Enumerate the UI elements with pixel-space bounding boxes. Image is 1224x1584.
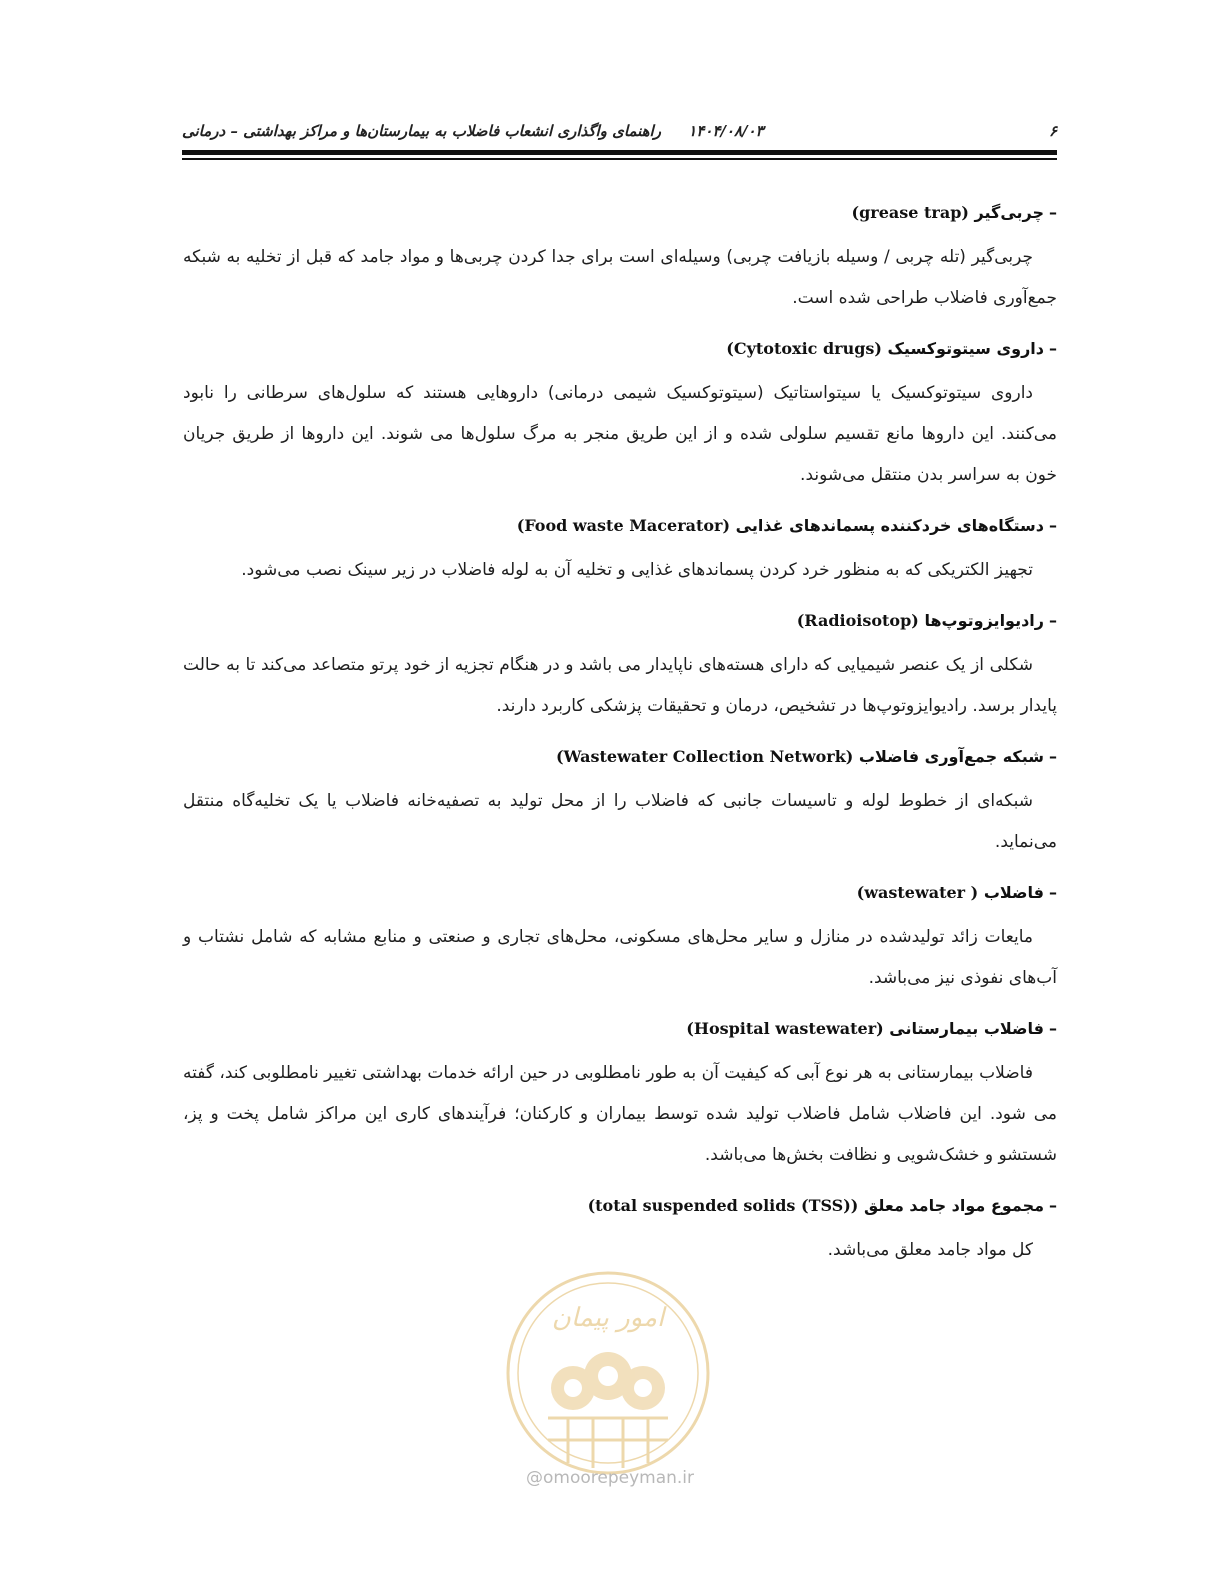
term-english: (wastewater ) — [856, 883, 979, 902]
definition-section — [183, 745, 1057, 863]
term-english: (Food waste Macerator) — [516, 516, 731, 535]
bullet-dash: – — [1049, 339, 1057, 358]
definitions-list — [183, 185, 1057, 1289]
term-english: (Radioisotop) — [796, 611, 919, 630]
bullet-dash: – — [1049, 1019, 1057, 1038]
bullet-dash: – — [1049, 203, 1057, 222]
term-definition: شبکه‌ای از خطوط لوله و تاسیسات جانبی که فاضلاب را از محل تولید به تصفیه‌خانه فاضلاب یا یک تخلیه‌گاه منتقل می‌نماید. — [183, 791, 1057, 852]
term-persian: دستگاه‌های خردکننده پسماندهای غذایی — [735, 516, 1044, 535]
term-persian: مجموع مواد جامد معلق — [863, 1196, 1044, 1215]
page-number: ۶ — [1048, 122, 1057, 140]
definition-section — [183, 609, 1057, 727]
term-persian: فاضلاب — [983, 883, 1044, 902]
header-date: ۱۴۰۴/۰۸/۰۳ — [688, 122, 764, 140]
bullet-dash: – — [1049, 883, 1057, 902]
bullet-dash: – — [1049, 516, 1057, 535]
term-english: (total suspended solids (TSS)) — [587, 1196, 859, 1215]
header-rule-thin — [182, 158, 1057, 160]
header-title: راهنمای واگذاری انشعاب فاضلاب به بیمارستان‌ها و مراکز بهداشتی – درمانی — [182, 122, 661, 140]
definition-section — [183, 514, 1057, 591]
term-definition: شکلی از یک عنصر شیمیایی که دارای هسته‌های ناپایدار می باشد و در هنگام تجزیه از خود پرتو متصاعد می‌کند تا به حالت پایدار برسد. رادیوایزوتوپ‌ها در تشخیص، درمان و تحقیقات پزشکی کاربرد دارند. — [183, 655, 1057, 716]
term-definition: تجهیز الکتریکی که به منظور خرد کردن پسماندهای غذایی و تخلیه آن به لوله فاضلاب در زیر سینک نصب می‌شود. — [241, 560, 1033, 580]
term-heading — [183, 1194, 1057, 1218]
bullet-dash: – — [1049, 1196, 1057, 1215]
term-definition: فاضلاب بیمارستانی به هر نوع آبی که کیفیت آن به طور نامطلوبی در حین ارائه خدمات بهداشتی تغییر نامطلوبی کند، گفته می شود. این فاضلاب شامل فاضلاب تولید شده توسط بیماران و کارکنان؛ فرآیندهای کاری این مراکز شامل پخت و پز، شستشو و خشک‌شویی و نظافت بخش‌ها می‌باشد. — [183, 1063, 1057, 1165]
term-heading — [183, 201, 1057, 225]
term-definition: چربی‌گیر (تله چربی / وسیله بازیافت چربی) وسیله‌ای است برای جدا کردن چربی‌ها و مواد جامد که قبل از تخلیه به شبکه جمع‌آوری فاضلاب طراحی شده است. — [183, 247, 1057, 308]
header-title-line — [182, 122, 764, 140]
term-heading — [183, 609, 1057, 633]
header-rule-thick — [182, 150, 1057, 155]
watermark-caption: @omoorepeyman.ir — [525, 1468, 695, 1488]
term-persian: رادیوایزوتوپ‌ها — [924, 611, 1044, 630]
term-persian: شبکه جمع‌آوری فاضلاب — [858, 747, 1044, 766]
term-heading — [183, 745, 1057, 769]
term-persian: داروی سیتوتوکسیک — [887, 339, 1044, 358]
term-persian: چربی‌گیر — [974, 203, 1044, 222]
term-heading — [183, 514, 1057, 538]
definition-section — [183, 1194, 1057, 1271]
term-heading — [183, 1017, 1057, 1041]
term-heading — [183, 337, 1057, 361]
term-heading — [183, 881, 1057, 905]
watermark-seal-logo — [503, 1268, 713, 1478]
term-definition: مایعات زائد تولیدشده در منازل و سایر محل‌های مسکونی، محل‌های تجاری و صنعتی و منابع مشابه که شامل نشتاب و آب‌های نفوذی نیز می‌باشد. — [183, 927, 1057, 988]
definition-section — [183, 201, 1057, 319]
term-english: (Wastewater Collection Network) — [555, 747, 854, 766]
definition-section — [183, 881, 1057, 999]
definition-section — [183, 1017, 1057, 1176]
term-english: (Hospital wastewater) — [686, 1019, 884, 1038]
term-english: (Cytotoxic drugs) — [726, 339, 882, 358]
term-definition: کل مواد جامد معلق می‌باشد. — [827, 1240, 1033, 1260]
term-persian: فاضلاب بیمارستانی — [889, 1019, 1044, 1038]
running-header — [182, 118, 1057, 148]
bullet-dash: – — [1049, 747, 1057, 766]
bullet-dash: – — [1049, 611, 1057, 630]
term-english: (grease trap) — [851, 203, 969, 222]
definition-section — [183, 337, 1057, 496]
term-definition: داروی سیتوتوکسیک یا سیتواستاتیک (سیتوتوکسیک شیمی درمانی) داروهایی هستند که سلول‌های سرطانی را نابود می‌کنند. این داروها مانع تقسیم سلولی شده و از این طریق منجر به مرگ سلول‌ها می شوند. این داروها از طریق جریان خون به سراسر بدن منتقل می‌شوند. — [183, 383, 1057, 485]
watermark-seal-text: امور پیمان — [551, 1303, 665, 1333]
